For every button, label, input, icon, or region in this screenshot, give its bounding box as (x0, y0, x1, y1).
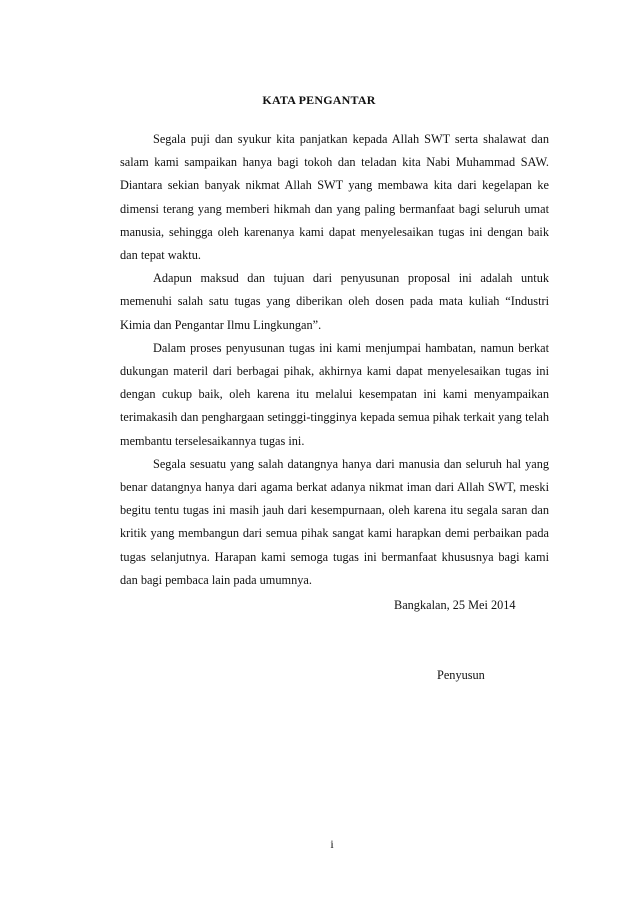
author-signature: Penyusun (437, 668, 485, 682)
page-number: i (330, 837, 334, 851)
paragraph-2: Adapun maksud dan tujuan dari penyusunan proposal ini adalah untuk memenuhi salah satu tugas yang diberikan oleh dosen pada mata kuliah “Industri Kimia dan Pengantar Ilmu Lingkungan”. (120, 271, 549, 332)
place-date: Bangkalan, 25 Mei 2014 (394, 598, 516, 612)
paragraph-4: Segala sesuatu yang salah datangnya hanya dari manusia dan seluruh hal yang benar datangnya hanya dari agama berkat adanya nikmat iman dari Allah SWT, meski begitu tentu tugas ini masih jauh dari kesempurnaan, oleh karena itu segala saran dan kritik yang membangun dari semua pihak sangat kami harapkan demi perbaikan pada tugas selanjutnya. Harapan kami semoga tugas ini bermanfaat khususnya bagi kami dan bagi pembaca lain pada umumnya. (120, 456, 549, 587)
body-text (120, 128, 549, 592)
page-title: KATA PENGANTAR (262, 93, 376, 107)
paragraph-3: Dalam proses penyusunan tugas ini kami menjumpai hambatan, namun berkat dukungan materil dari berbagai pihak, akhirnya kami dapat menyelesaikan tugas ini dengan cukup baik, oleh karena itu melalui kesempatan ini kami menyampaikan terimakasih dan penghargaan setinggi-tingginya kepada semua pihak terkait yang telah membantu terselesaikannya tugas ini. (120, 340, 549, 448)
paragraph-1: Segala puji dan syukur kita panjatkan kepada Allah SWT serta shalawat dan salam kami sampaikan hanya bagi tokoh dan teladan kita Nabi Muhammad SAW. Diantara sekian banyak nikmat Allah SWT yang membawa kita dari kegelapan ke dimensi terang yang memberi hikmah dan yang paling bermanfaat bagi seluruh umat manusia, sehingga oleh karenanya kami dapat menyelesaikan tugas ini dengan baik dan tepat waktu. (120, 132, 549, 263)
